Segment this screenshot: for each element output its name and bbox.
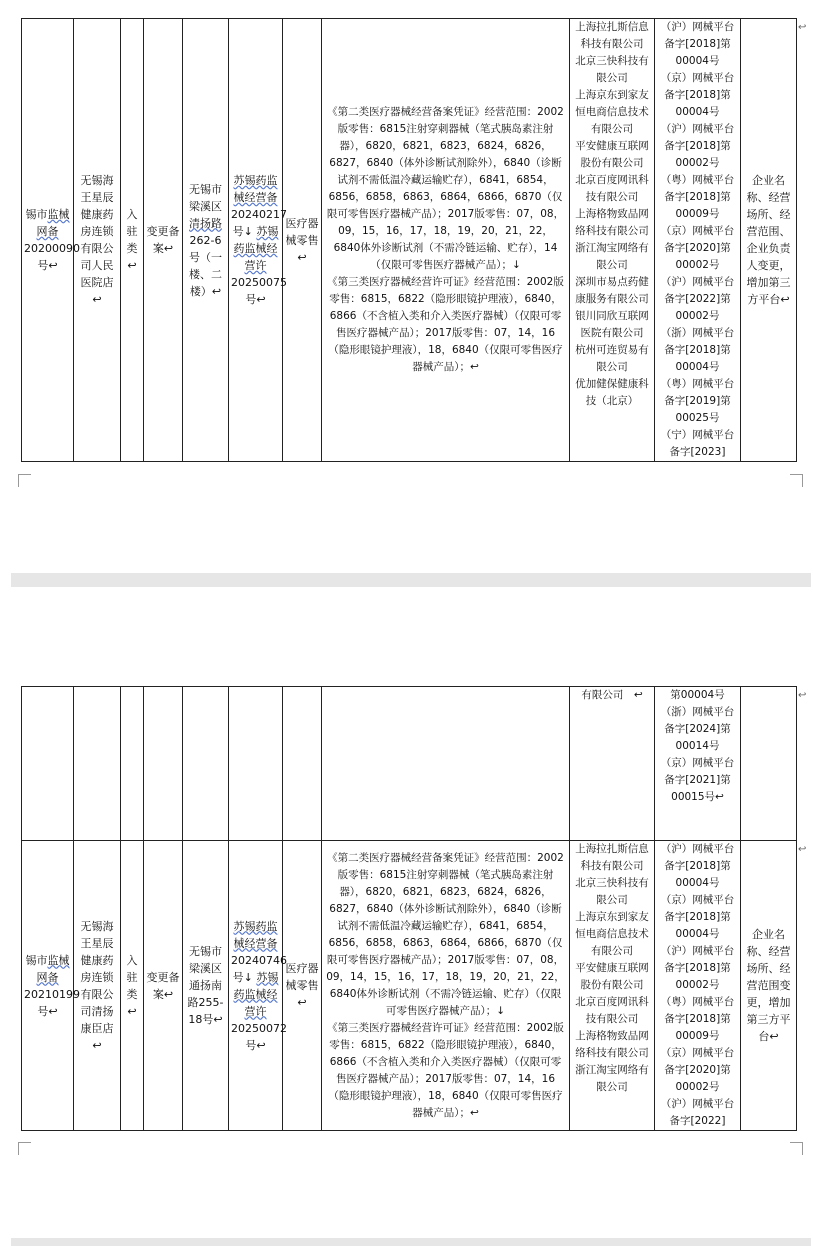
type-cell [121, 687, 144, 841]
record-table-page-2 [21, 686, 797, 1131]
license-cell: 苏锡药监械经营备20240217号↓ 苏锡药监械经营许20250075号↩ [229, 19, 283, 462]
change-description-cell: 企业名称、经营场所、经营范围、企业负责人变更，增加第三方平台↩ [741, 19, 797, 462]
business-mode-cell [283, 687, 322, 841]
page-gap [11, 573, 811, 587]
address-cell: 无锡市梁溪区清扬路262-6号（一楼、二楼）↩ [183, 19, 229, 462]
crop-mark [790, 474, 803, 487]
table-row [22, 841, 797, 1131]
business-scope-cell: 《第二类医疗器械经营备案凭证》经营范围：2002版零售：6815注射穿刺器械（笔式胰岛素注射器），6820，6821，6823，6824，6826，6827，6840（体外诊断试剂除外），6840（诊断试剂不需低温冷藏运输贮存），6841，6854，6856，6858，6863，6864，6866，6870（仅限可零售医疗器械产品）；2017版零售：07，08，09，14，15，16，17，18，19，20，21，22，6840体外诊断试剂（不需冷链运输、贮存）（仅限可零售医疗器械产品）；↓ 《第三类医疗器械经营许可证》经营范围：2002版零售：6815，6822（隐形眼镜护理液），6840，6866（不含植入类和介入类医疗器械）（仅限可零售医疗器械产品）；2017版零售：07，14，16（隐形眼镜护理液），18，6840（仅限可零售医疗器械产品）；↩ [322, 841, 570, 1131]
action-cell: 变更备案↩ [144, 19, 183, 462]
crop-mark [18, 1142, 31, 1155]
platform-list-cell: 上海拉扎斯信息科技有限公司 北京三快科技有限公司 上海京东到家友恒电商信息技术有限公司 平安健康互联网股份有限公司 北京百度网讯科技有限公司 上海格物致品网络科技有限公司浙江淘宝网络有限公司 深圳市易点药健康服务有限公司银川同欣互联网医院有限公司 杭州可连贸易有限公司 优加健保健康科技（北京） [570, 19, 655, 462]
record-id-cell: 锡市监械网备20210199号↩ [22, 841, 74, 1131]
record-table-page-1 [21, 18, 797, 462]
business-scope-cell: 《第二类医疗器械经营备案凭证》经营范围：2002版零售：6815注射穿刺器械（笔式胰岛素注射器），6820，6821，6823，6824，6826，6827，6840（体外诊断试剂除外），6840（诊断试剂不需低温冷藏运输贮存），6841，6854，6856，6858，6863，6864，6866，6870（仅限可零售医疗器械产品）；2017版零售：07，08，09，15，16，17，18，19，20，21，22，6840体外诊断试剂（不需冷链运输、贮存），14（仅限可零售医疗器械产品）；↓ 《第三类医疗器械经营许可证》经营范围：2002版零售：6815，6822（隐形眼镜护理液），6840，6866（不含植入类和介入类医疗器械）（仅限可零售医疗器械产品）；2017版零售：07，14，16（隐形眼镜护理液），18，6840（仅限可零售医疗器械产品）；↩ [322, 19, 570, 462]
address-cell [183, 687, 229, 841]
platform-filing-cell: （沪）网械平台备字[2018]第00004号 （京）网械平台备字[2018]第00004号 （沪）网械平台备字[2018]第00002号 （粤）网械平台备字[2018]第00009号 （京）网械平台备字[2020]第00002号 （沪）网械平台备字[2022] [655, 841, 741, 1131]
type-cell: 入驻类↩ [121, 841, 144, 1131]
table-row [22, 687, 797, 841]
table-row [22, 19, 797, 462]
record-id-cell: 锡市监械网备20200090号↩ [22, 19, 74, 462]
page-gap [11, 1238, 811, 1246]
action-cell: 变更备案↩ [144, 841, 183, 1131]
platform-list-cell: 上海拉扎斯信息科技有限公司 北京三快科技有限公司 上海京东到家友恒电商信息技术有限公司 平安健康互联网股份有限公司 北京百度网讯科技有限公司 上海格物致品网络科技有限公司浙江淘宝网络有限公司 [570, 841, 655, 1131]
license-cell [229, 687, 283, 841]
type-cell: 入驻类↩ [121, 19, 144, 462]
crop-mark [18, 474, 31, 487]
address-cell: 无锡市梁溪区通扬南路255-18号↩ [183, 841, 229, 1131]
platform-list-cell: 有限公司 ↩ [570, 687, 655, 841]
paragraph-mark: ↩ [798, 690, 807, 701]
change-description-cell [741, 687, 797, 841]
business-mode-cell: 医疗器械零售↩ [283, 841, 322, 1131]
record-id-cell [22, 687, 74, 841]
paragraph-mark: ↩ [798, 844, 807, 855]
license-cell: 苏锡药监械经营备20240746号↓ 苏锡药监械经营许20250072号↩ [229, 841, 283, 1131]
company-name-cell: 无锡海王星辰健康药房连锁有限公司人民医院店↩ [74, 19, 121, 462]
company-name-cell: 无锡海王星辰健康药房连锁有限公司清扬康臣店↩ [74, 841, 121, 1131]
business-mode-cell: 医疗器械零售↩ [283, 19, 322, 462]
business-scope-cell [322, 687, 570, 841]
company-name-cell [74, 687, 121, 841]
crop-mark [790, 1142, 803, 1155]
platform-filing-cell: （沪）网械平台备字[2018]第00004号 （京）网械平台备字[2018]第00004号 （沪）网械平台备字[2018]第00002号 （粤）网械平台备字[2018]第00009号 （京）网械平台备字[2020]第00002号 （沪）网械平台备字[2022]第00002号 （浙）网械平台备字[2018]第00004号 （粤）网械平台备字[2019]第00025号 （宁）网械平台备字[2023] [655, 19, 741, 462]
platform-filing-cell: 第00004号 （浙）网械平台备字[2024]第00014号 （京）网械平台备字[2021]第00015号↩ [655, 687, 741, 841]
action-cell [144, 687, 183, 841]
change-description-cell: 企业名称、经营场所、经营范围变更，增加第三方平台↩ [741, 841, 797, 1131]
paragraph-mark: ↩ [798, 22, 807, 33]
